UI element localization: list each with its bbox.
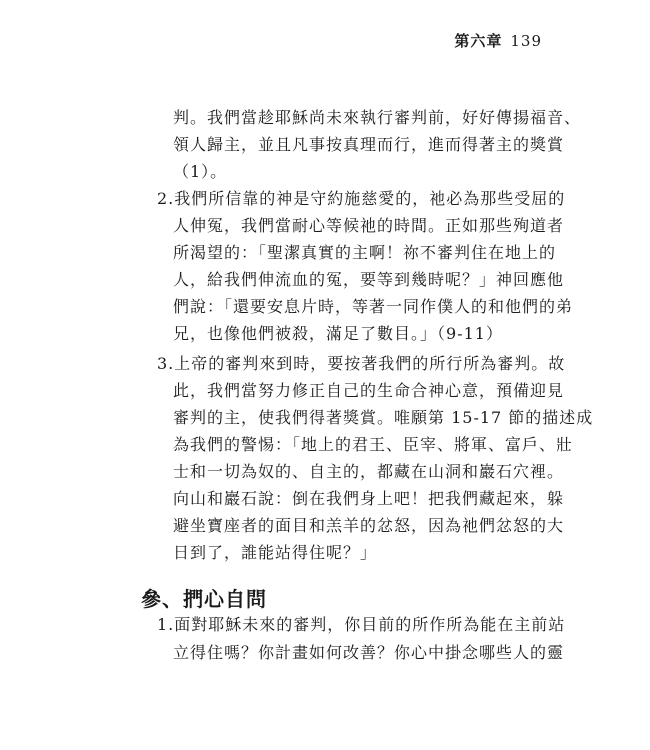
section-heading: 參、捫心自問 <box>141 587 267 611</box>
chapter-label: 第六章 <box>454 32 503 50</box>
page-number: 139 <box>510 32 542 50</box>
paragraph-line: 領人歸主，並且凡事按真理而行，進而得著主的獎賞 <box>173 135 565 154</box>
list-item-line: 人，給我們伸流血的冤，要等到幾時呢？」神回應他 <box>173 270 565 289</box>
list-item-line: 日到了，誰能站得住呢？」 <box>173 543 378 562</box>
list-item-line: 3.上帝的審判來到時，要按著我們的所行所為審判。故 <box>157 354 566 373</box>
list-item-line: 立得住嗎？你計畫如何改善？你心中掛念哪些人的靈 <box>173 643 565 662</box>
list-item-line: 士和一切為奴的、自主的，都藏在山洞和巖石穴裡。 <box>173 462 565 481</box>
list-item-line: 向山和巖石說：倒在我們身上吧！把我們藏起來，躲 <box>173 489 565 508</box>
list-item-line: 審判的主，使我們得著獎賞。唯願第 15-17 節的描述成 <box>173 408 594 427</box>
list-item-line: 兄，也像他們被殺，滿足了數目。」（9-11） <box>173 324 503 343</box>
paragraph-line: （1）。 <box>173 162 228 181</box>
list-item-line: 所渴望的：「聖潔真實的主啊！祢不審判住在地上的 <box>173 243 557 262</box>
list-item-line: 此，我們當努力修正自己的生命合神心意，預備迎見 <box>173 381 565 400</box>
list-item-line: 1.面對耶穌未來的審判，你目前的所作所為能在主前站 <box>157 615 566 634</box>
list-item-line: 避坐寶座者的面目和羔羊的忿怒，因為祂們忿怒的大 <box>173 516 565 535</box>
list-item-line: 人伸冤，我們當耐心等候祂的時間。正如那些殉道者 <box>173 216 565 235</box>
paragraph-line: 判。我們當趁耶穌尚未來執行審判前，好好傳揚福音、 <box>173 108 582 127</box>
list-item-line: 2.我們所信靠的神是守約施慈愛的，祂必為那些受屈的 <box>157 189 566 208</box>
page-header <box>454 30 542 51</box>
list-item-line: 為我們的警惕：「地上的君王、臣宰、將軍、富戶、壯 <box>173 435 574 454</box>
list-item-line: 們說：「還要安息片時，等著一同作僕人的和他們的弟 <box>173 297 574 316</box>
